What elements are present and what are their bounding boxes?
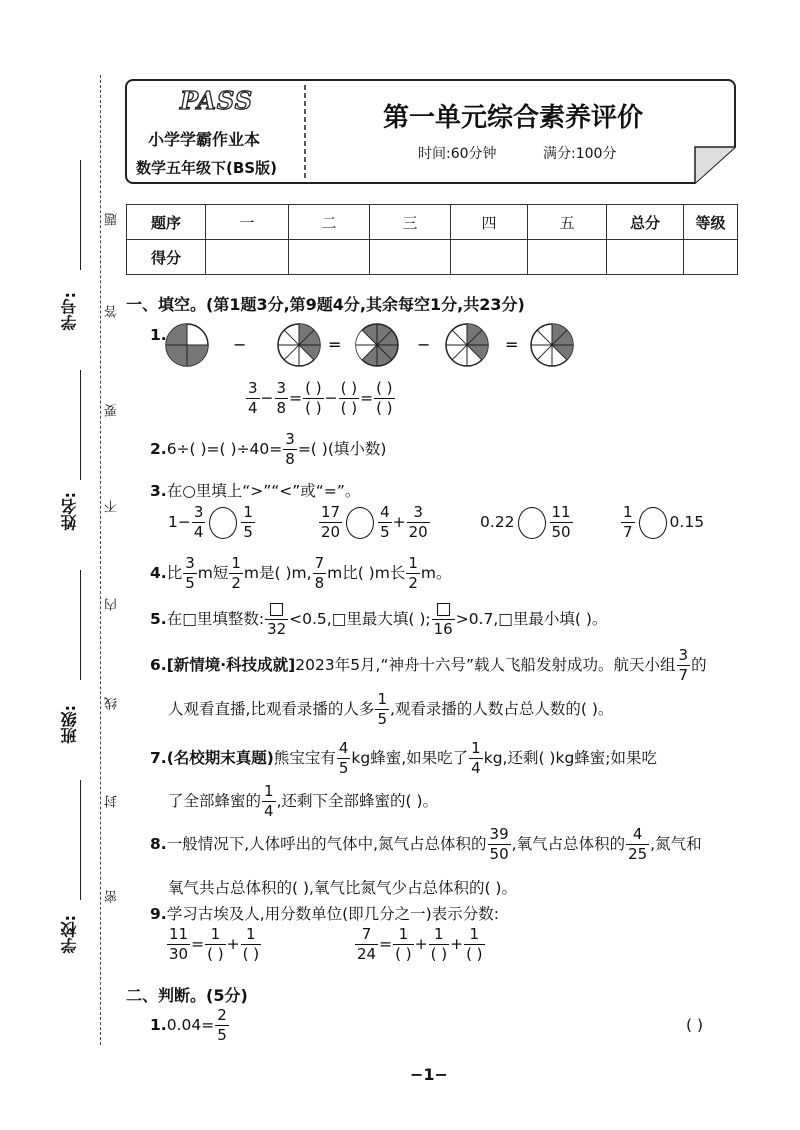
answer-fraction[interactable]: $\frac{( )}{( )}$ [340, 379, 358, 418]
q8-line1: 8.一般情况下,人体呼出的气体中,氮气占总体积的 $\frac{39}{50}$ ,氧气占总体积的 $\frac{4}{25}$ ,氮气和 [150, 825, 702, 864]
q2: 2.6÷( )=( )÷40= $\frac{3}{8}$ =( )(填小数) [150, 430, 387, 469]
compare-circle[interactable] [518, 507, 546, 539]
pie-eighths-six-shaded [356, 324, 398, 366]
book-grade: 数学五年级下(BS版) [136, 159, 277, 177]
fraction: $\frac{1}{5}$ [377, 690, 387, 729]
fraction: $\frac{3}{4}$ [248, 379, 258, 418]
table-cell: 总分 [607, 205, 684, 240]
q6-line2: 人观看直播,比观看录播的人多 $\frac{1}{5}$ ,观看录播的人数占总人数的( )。 [168, 690, 614, 729]
q3-item-2: $\frac{17}{20}$ $\frac{4}{5}$ + $\frac{3}{20}$ [321, 503, 428, 542]
q8-line2: 氧气共占总体积的( ),氧气比氮气少占总体积的( )。 [168, 879, 517, 897]
fraction: $\frac{17}{20}$ [321, 503, 341, 542]
exam-title: 第一单元综合素养评价 [383, 103, 644, 133]
table-cell: 等级 [684, 205, 738, 240]
class-underline [80, 570, 81, 680]
fraction: $\frac{4}{25}$ [628, 825, 648, 864]
score-cell[interactable] [289, 240, 370, 275]
score-cell[interactable] [528, 240, 607, 275]
q3-item-3: 0.22 $\frac{11}{50}$ [480, 503, 571, 542]
score-cell[interactable] [206, 240, 289, 275]
q7-line1: 7.(名校期末真题)熊宝宝有 $\frac{4}{5}$ kg蜂蜜,如果吃了 $\frac{1}{4}$ kg,还剩( )kg蜂蜜;如果吃 [150, 739, 658, 778]
q5: 5.在□里填整数: 32 <0.5,□里最大填( ); 16 >0.7,□里最小填( )。 [150, 602, 607, 637]
q7-line2: 了全部蜂蜜的 $\frac{1}{4}$ ,还剩下全部蜂蜜的( )。 [168, 782, 439, 821]
fraction: $\frac{39}{50}$ [489, 825, 509, 864]
q1-equation: $\frac{3}{4}$ − $\frac{3}{8}$ = $\frac{( )}{( )}$ − $\frac{( )}{( )}$ = $\frac{( )}{( )}$ [248, 379, 393, 418]
q7-tag: (名校期末真题) [166, 749, 274, 768]
q1-op-equals: = [328, 335, 342, 354]
side-char: 封 [105, 795, 120, 808]
section2-heading: 二、判断。(5分) [126, 986, 248, 1005]
fraction-box[interactable]: 16 [432, 602, 455, 637]
score-cell[interactable] [451, 240, 528, 275]
table-cell: 题序 [127, 205, 206, 240]
fraction: $\frac{1}{4}$ [264, 782, 274, 821]
q9-a: $\frac{11}{30}$ = $\frac{1}{( )}$ + $\frac{1}{( )}$ [169, 925, 260, 964]
fraction: $\frac{3}{8}$ [276, 379, 287, 418]
unit-fraction[interactable]: $\frac{1}{( )}$ [430, 925, 448, 964]
fraction: $\frac{3}{20}$ [408, 503, 428, 542]
fraction: $\frac{1}{2}$ [231, 554, 241, 593]
school-label: 学校: [60, 915, 79, 954]
pie-eighths-three-shaded-c [531, 324, 573, 366]
q9-prompt: 9.学习古埃及人,用分数单位(即几分之一)表示分数: [150, 905, 499, 923]
q6-tag: [新情境·科技成就] [166, 656, 296, 675]
side-char: 密 [105, 890, 120, 903]
q1-op-minus: − [233, 335, 247, 354]
q1-op-equals: = [505, 335, 519, 354]
side-char: 不 [105, 500, 120, 513]
table-cell: 四 [451, 205, 528, 240]
table-cell: 一 [206, 205, 289, 240]
q6-line1: 6.[新情境·科技成就]2023年5月,“神舟十六号”载人飞船发射成功。航天小组 $\frac{3}{7}$ 的 [150, 646, 707, 685]
s2-q1: 1.0.04= $\frac{2}{5}$ [150, 1006, 227, 1045]
score-cell[interactable] [607, 240, 684, 275]
student-id-underline [80, 160, 81, 270]
fraction: $\frac{11}{50}$ [551, 503, 571, 542]
unit-fraction[interactable]: $\frac{1}{( )}$ [395, 925, 412, 964]
name-underline [80, 370, 81, 480]
side-char: 内 [105, 598, 120, 611]
pass-logo: PASS [180, 86, 254, 115]
score-cell[interactable] [684, 240, 738, 275]
fraction: $\frac{7}{24}$ [357, 925, 377, 964]
compare-circle[interactable] [639, 507, 667, 539]
binding-dashed-line [100, 75, 101, 1045]
side-char: 答 [105, 305, 120, 318]
fraction: $\frac{4}{5}$ [338, 739, 349, 778]
page-number: −1− [410, 1065, 448, 1084]
class-label: 班级: [60, 705, 79, 744]
compare-circle[interactable] [209, 507, 237, 539]
score-table-score-row [127, 240, 738, 275]
fraction: $\frac{3}{5}$ [185, 554, 195, 593]
fraction: $\frac{3}{8}$ [285, 430, 295, 469]
pie-eighths-three-shaded [278, 324, 320, 366]
section1-heading: 一、填空。(第1题3分,第9题4分,其余每空1分,共23分) [126, 295, 525, 314]
fraction-box[interactable]: 32 [265, 602, 288, 637]
side-char: 题 [105, 213, 120, 226]
fraction: $\frac{1}{2}$ [408, 554, 418, 593]
table-cell: 五 [528, 205, 607, 240]
q1-pie-diagrams [165, 318, 595, 374]
q9-b: $\frac{7}{24}$ = $\frac{1}{( )}$ + $\frac{1}{( )}$ + $\frac{1}{( )}$ [357, 925, 483, 964]
q4: 4.比 $\frac{3}{5}$ m短 $\frac{1}{2}$ m是( )m, $\frac{7}{8}$ m比( )m长 $\frac{1}{2}$ m。 [150, 554, 452, 593]
full-score-label: 满分:100分 [543, 146, 617, 162]
answer-fraction[interactable]: $\frac{( )}{( )}$ [376, 379, 393, 418]
fraction: $\frac{4}{5}$ [380, 503, 390, 542]
unit-fraction[interactable]: $\frac{1}{( )}$ [466, 925, 483, 964]
side-char: 线 [105, 697, 120, 710]
fraction: $\frac{2}{5}$ [217, 1006, 227, 1045]
pie-quarters-three-shaded [166, 324, 208, 366]
time-label: 时间:60分钟 [418, 146, 497, 162]
fraction: $\frac{1}{4}$ [471, 739, 481, 778]
name-label: 姓名: [60, 492, 79, 531]
score-cell[interactable] [370, 240, 451, 275]
book-title: 小学学霸作业本 [148, 130, 261, 149]
school-underline [80, 780, 81, 900]
student-id-label: 学号: [60, 292, 79, 331]
q3-prompt: 3.在○里填上“>”“<”或“=”。 [150, 482, 361, 500]
pie-eighths-three-shaded-b [446, 324, 488, 366]
table-cell: 三 [370, 205, 451, 240]
q1-op-minus: − [417, 335, 431, 354]
side-char: 要 [105, 404, 120, 417]
score-table [126, 204, 738, 275]
fraction: $\frac{3}{7}$ [678, 646, 689, 685]
fraction: $\frac{11}{30}$ [169, 925, 189, 964]
answer-fraction[interactable]: $\frac{( )}{( )}$ [305, 379, 322, 418]
judge-answer-paren[interactable]: ( ) [686, 1016, 704, 1034]
table-cell: 二 [289, 205, 370, 240]
fraction: $\frac{3}{4}$ [193, 503, 204, 542]
score-table-header-row [127, 205, 738, 240]
q3-item-4: $\frac{1}{7}$ 0.15 [623, 503, 705, 542]
table-cell: 得分 [127, 240, 206, 275]
fraction: $\frac{7}{8}$ [314, 554, 325, 593]
unit-fraction[interactable]: $\frac{1}{( )}$ [207, 925, 224, 964]
compare-circle[interactable] [346, 507, 374, 539]
q1-number: 1. [150, 326, 167, 344]
fraction: $\frac{1}{7}$ [623, 503, 633, 542]
q3-item-1: 1− $\frac{3}{4}$ $\frac{1}{5}$ [168, 503, 253, 542]
fraction: $\frac{1}{5}$ [243, 503, 253, 542]
unit-fraction[interactable]: $\frac{1}{( )}$ [242, 925, 260, 964]
